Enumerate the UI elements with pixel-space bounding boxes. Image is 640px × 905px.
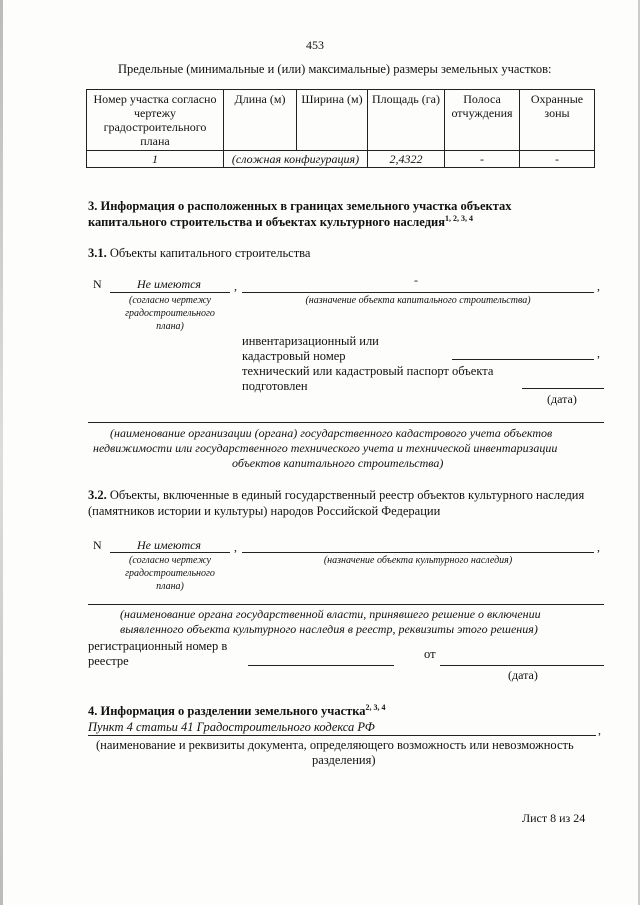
section4-caption-2: разделения) [312, 753, 376, 767]
comma: , [598, 723, 601, 737]
section3-title-line1: 3. Информация о расположенных в границах земельного участка объектах [88, 199, 512, 213]
section32-value: Не имеются [137, 538, 202, 552]
section4-value: Пункт 4 статьи 41 Градостроительного кодекса РФ [88, 720, 375, 734]
land-sizes-table [86, 89, 595, 168]
section32-number: 3.2. [88, 488, 107, 502]
registry-label-2: реестре [88, 654, 129, 668]
section3-title-text: капитального строительства и объектах культурного наследия [88, 215, 445, 230]
underline-registry-date [440, 665, 604, 666]
underline-registry-number [248, 665, 394, 666]
inventory-label-2: кадастровый номер [242, 349, 346, 363]
table-row [87, 151, 595, 168]
section4-footnote-refs: 2, 3, 4 [365, 703, 386, 712]
underline-passport-date [522, 388, 604, 389]
section4-caption-1: (наименование и реквизиты документа, определяющего возможность или невозможность [96, 738, 574, 752]
section32-title-2: (памятников истории и культуры) народов Российской Федерации [88, 504, 441, 518]
section31-purpose-dash: - [414, 273, 418, 287]
cell-area: 2,4322 [368, 151, 445, 168]
comma: , [597, 346, 600, 360]
underline-organization [88, 422, 604, 423]
section32-title-1 [88, 488, 584, 503]
date-caption-32: (дата) [508, 668, 538, 682]
cell-plot-number: 1 [87, 151, 224, 168]
header-length: Длина (м) [224, 90, 297, 151]
org-caption-3: объектов капитального строительства) [232, 456, 444, 470]
sheet-counter: Лист 8 из 24 [522, 811, 586, 825]
section3-title-line2 [88, 214, 473, 230]
header-plot-number: Номер участка согласно чертежу градостроительного плана [87, 90, 224, 151]
inventory-label-1: инвентаризационный или [242, 334, 379, 348]
header-area: Площадь (га) [368, 90, 445, 151]
header-exclusion-strip: Полоса отчуждения [445, 90, 520, 151]
section4-title-text: 4. Информация о разделении земельного участка [88, 704, 366, 719]
underline-authority [88, 604, 604, 605]
passport-label-1: технический или кадастровый паспорт объекта [242, 364, 494, 378]
underline-32-purpose [242, 552, 594, 553]
caption-31-purpose: (назначение объекта капитального строительства) [305, 295, 531, 306]
org-caption-1: (наименование организации (органа) государственного кадастрового учета объектов [110, 426, 553, 440]
section31-title [88, 246, 310, 261]
section32-title-text: Объекты, включенные в единый государственный реестр объектов культурного наследия [106, 488, 585, 502]
cell-zones: - [520, 151, 595, 168]
org-caption-2: недвижимости или государственного технического учета и технической инвентаризации [93, 441, 558, 455]
authority-caption-1: (наименование органа государственной власти, принявшего решение о включении [120, 607, 541, 621]
limits-title: Предельные (минимальные и (или) максимальные) размеры земельных участков: [118, 62, 552, 76]
comma: , [234, 540, 237, 554]
section32-n-label: N [93, 538, 102, 552]
header-width: Ширина (м) [297, 90, 368, 151]
date-caption-31: (дата) [547, 392, 577, 406]
underline-inventory [452, 359, 594, 360]
caption-31-left-3: плана) [156, 321, 184, 332]
section3-footnote-refs: 1, 2, 3, 4 [444, 214, 473, 223]
section4-title [88, 703, 386, 719]
from-label: от [424, 647, 436, 661]
cell-configuration: (сложная конфигурация) [224, 151, 368, 168]
section31-value: Не имеются [137, 277, 202, 291]
underline-32-number [110, 552, 230, 553]
caption-32-purpose: (назначение объекта культурного наследия) [323, 555, 513, 566]
registry-label-1: регистрационный номер в [88, 639, 228, 653]
caption-32-left-2: градостроительного [125, 568, 215, 579]
header-protected-zones: Охранные зоны [520, 90, 595, 151]
authority-caption-2: выявленного объекта культурного наследия в реестр, реквизиты этого решения) [120, 622, 538, 636]
caption-32-left-3: плана) [156, 581, 184, 592]
comma: , [597, 279, 600, 293]
underline-31-purpose [242, 292, 594, 293]
underline-31-number [110, 292, 230, 293]
comma: , [234, 279, 237, 293]
underline-section4 [88, 735, 596, 736]
section31-number: 3.1. [88, 246, 107, 260]
page-number: 453 [306, 38, 324, 52]
comma: , [597, 540, 600, 554]
caption-31-left-2: градостроительного [125, 308, 215, 319]
section31-title-text: Объекты капитального строительства [106, 246, 311, 260]
scan-edge-left [0, 0, 3, 905]
passport-label-2: подготовлен [242, 379, 308, 393]
caption-31-left-1: (согласно чертежу [129, 295, 211, 306]
cell-exclusion: - [445, 151, 520, 168]
caption-32-left-1: (согласно чертежу [129, 555, 211, 566]
section31-n-label: N [93, 277, 102, 291]
